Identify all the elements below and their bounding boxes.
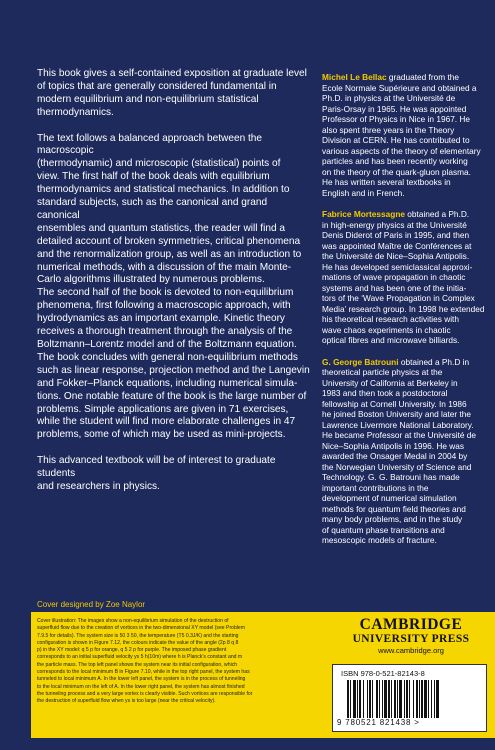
barcode-bar <box>436 680 439 718</box>
barcode-bar <box>409 680 410 718</box>
isbn-label: ISBN 978-0-521-82143-8 <box>341 669 425 678</box>
author-name: Michel Le Bellac <box>322 72 387 82</box>
description-paragraph: This book gives a self-contained exposition at graduate level of topics that are generally considered fundamental in modern equilibrium and non-equilibrium statistical thermodynamics. <box>37 68 307 118</box>
barcode-bar <box>434 680 435 718</box>
barcode-bar <box>419 680 420 718</box>
publisher-url: www.cambridge.org <box>378 646 444 655</box>
barcode-bar <box>391 680 392 718</box>
author-bio <box>322 72 488 198</box>
barcode-bar <box>406 680 408 718</box>
barcode-bar <box>363 680 364 718</box>
barcode-bar <box>397 680 398 718</box>
description-paragraph: The text follows a balanced approach between the macroscopic (thermodynamic) and microscopic (statistical) points of view. The first half of the book deals with equilibrium thermodynamics and statistical mechanics. In addition to standard subjects, such as the canonical and grand canonical ensembles and quantum statistics, the reader will find a detailed account of broken symmetries, critical phenomena and the renormalization group, as well as an introduction to numerical methods, with a discussion of the main Monte- Carlo algorithms illustrated by numerous problems. <box>37 132 302 286</box>
author-bio <box>322 357 488 546</box>
barcode-bar <box>372 680 373 718</box>
author-bio-text: obtained a Ph.D. in high-energy physics at the Université Denis Diderot of Paris in 1995, and then was appointed Maître de Conférences at the Université de Nice–Sophia Antipolis. He has developed semiclassical approxi- mations of wave propagation in chaotic systems and has been one of the initia- tors of the ‘Wave Propagation in Complex Media’ research group. In 1998 he extended his theoretical research activities with wave chaos experiments in chaotic optical fibres and microwave billiards. <box>322 209 485 345</box>
publisher-name: CAMBRIDGE <box>359 616 463 633</box>
barcode-bar <box>357 680 358 718</box>
barcode-bar <box>404 680 405 718</box>
barcode-bar <box>347 680 349 718</box>
description-paragraph: This advanced textbook will be of interest to graduate students and researchers in physics. <box>37 455 276 492</box>
publisher-logo <box>336 616 486 656</box>
cover-illustration-caption: Cover illustration: The images show a non-equilibrium simulation of the destruction of superfluid flow due to the creation of vortices in the two-dimensional XY model (see Problem 7.9.5 for details). The system size is 50 3 50, the temperature (T5 0.3J/K) and the starting configuration is shown in Figure 7.12, the colours indicate the value of the angle (2p 8 q 8 p) in the XY model: q 5 p for orange, q 5 2 p for purple. The imposed phase gradient corresponds to an initial superfluid velocity ys 5 h(10m) where h is Planck’s constant and m the particle mass. The top left panel shows the system near its initial configuration, which corresponds to the local minimum B in Figure 7.10, while in the top right panel, the system has tunneled to local minimum A. In the lower left panel, the system is in the process of tunneling to the local minimum on the left of A. In the lower right panel, the system has almost finished the tunneling process and a very large vortex is clearly visible. Such vortices are responsible for the destruction of superfluid flow when ys is too large (near the critical velocity). <box>37 618 253 705</box>
isbn-barcode-box <box>332 664 487 732</box>
barcode-bar <box>394 680 396 718</box>
barcode-bar <box>388 680 390 718</box>
barcode-bar <box>367 680 368 718</box>
barcode-bar <box>413 680 414 718</box>
barcode-bar <box>428 680 429 718</box>
author-bios <box>322 72 488 557</box>
barcode-bar <box>353 680 356 718</box>
cover-info-band <box>31 612 495 738</box>
barcode-bar <box>424 680 427 718</box>
barcode-bar <box>369 680 371 718</box>
barcode <box>347 680 472 718</box>
barcode-bar <box>431 680 432 718</box>
author-bio <box>322 209 488 346</box>
publisher-subtitle: UNIVERSITY PRESS <box>352 633 470 645</box>
barcode-number: 9 780521 821438 > <box>337 718 420 727</box>
author-name: G. George Batrouni <box>322 356 399 367</box>
author-name: Fabrice Mortessagne <box>322 209 405 219</box>
description-paragraph: The second half of the book is devoted to non-equilibrium phenomena, first following a macroscopic approach, with hydrodynamics as an important example. Kinetic theory receives a thorough treatment through the analysis of the Boltzmann–Lorentz model and of the Boltzmann equation. The book concludes with general non-equilibrium methods such as linear response, projection method and the Langevin and Fokker–Planck equations, including numerical simula- tions. One notable feature of the book is the large number of problems. Simple applications are given in 71 exercises, while the student will find more elaborate challenges in 47 problems, some of which may be used as mini-projects. <box>37 287 310 441</box>
barcode-bar <box>376 680 378 718</box>
barcode-bar <box>382 680 383 718</box>
barcode-bar <box>350 680 351 718</box>
author-bio-text: obtained a Ph.D in theoretical particle physics at the University of California at Berkeley in 1983 and then took a postdoctoral fellowship at Cornell University. In 1986 he joined Boston University and later the Lawrence Livermore National Laboratory. He became Professor at the Université de Nice–Sophia Antipolis in 1996. He was awarded the Onsager Medal in 2004 by the Norwegian University of Science and Technology. G. G. Batrouni has made important contributions in the development of numerical simulation methods for quantum field theories and many body problems, and in the study of quantum phase transitions and mesoscopic models of fracture. <box>322 356 477 545</box>
barcode-bar <box>416 680 418 718</box>
barcode-bar <box>379 680 380 718</box>
barcode-bar <box>359 680 361 718</box>
barcode-bar <box>384 680 387 718</box>
barcode-bar <box>399 680 402 718</box>
book-description <box>37 68 312 507</box>
cover-designer-credit: Cover designed by Zoe Naylor <box>37 600 146 609</box>
barcode-bar <box>421 680 423 718</box>
author-bio-text: graduated from the Ecole Normale Supérieure and obtained a Ph.D. in physics at the Université de Paris-Orsay in 1965. He was appointed Professor of Physics in Nice in 1967. He also spent three years in the Theory Division at CERN. He has contributed to various aspects of the theory of elementary particles and has been recently working on the theory of the quark-gluon plasma. He has written several textbooks in English and in French. <box>322 72 481 198</box>
